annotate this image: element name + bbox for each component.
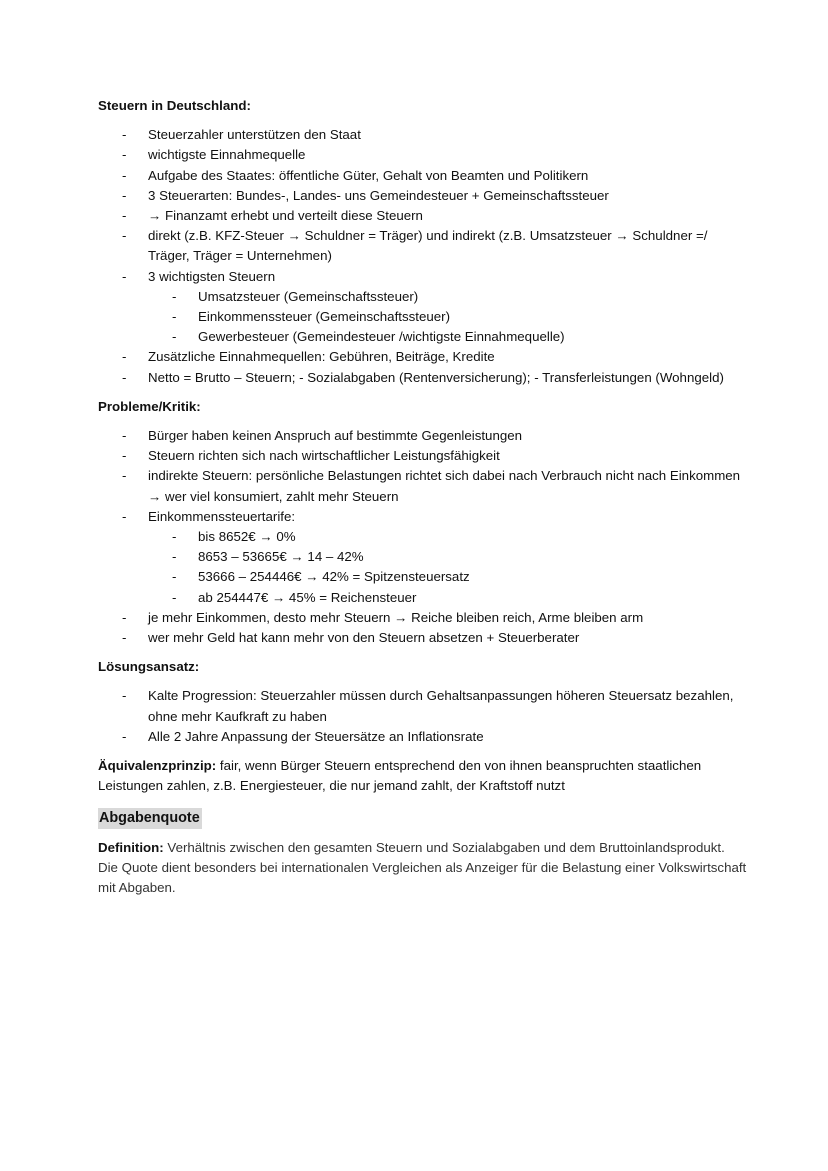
list-item: - → Finanzamt erhebt und verteilt diese Steuern [98, 206, 748, 226]
sublist-item: - 53666 – 254446€ → 42% = Spitzensteuersatz [148, 567, 748, 587]
sublist-item: - ab 254447€ → 45% = Reichensteuer [148, 588, 748, 608]
list-item: - Zusätzliche Einnahmequellen: Gebühren, Beiträge, Kredite [98, 347, 748, 367]
abgabenquote-heading: Abgabenquote [98, 808, 202, 829]
list-item: - Netto = Brutto – Steuern; - Sozialabgaben (Rentenversicherung); - Transferleistungen (Wohngeld) [98, 368, 748, 388]
steuern-list [98, 125, 748, 388]
sublist-item: - Einkommenssteuer (Gemeinschaftssteuer) [148, 307, 748, 327]
list-item-label: Einkommenssteuertarife: [148, 508, 296, 524]
list-item-label: 3 wichtigsten Steuern [148, 268, 276, 284]
definition-text: Verhältnis zwischen den gesamten Steuern und Sozialabgaben und dem Bruttoinlandsprodukt. Die Quote dient besonders bei internationalen Vergleichen als Anzeiger für die Belastung einer Volkswirtschaft mit Abgaben. [98, 839, 747, 896]
list-item: - Kalte Progression: Steuerzahler müssen durch Gehaltsanpassungen höheren Steuersatz bezahlen, ohne mehr Kaufkraft zu haben [98, 686, 748, 726]
probleme-list [98, 426, 748, 648]
list-item: - wichtigste Einnahmequelle [98, 145, 748, 165]
list-item: - direkt (z.B. KFZ-Steuer → Schuldner = Träger) und indirekt (z.B. Umsatzsteuer → Schuldner =/ Träger, Träger = Unternehmen) [98, 226, 748, 266]
loesungsansatz-list [98, 686, 748, 747]
list-item: - Aufgabe des Staates: öffentliche Güter, Gehalt von Beamten und Politikern [98, 166, 748, 186]
sublist-item: - 8653 – 53665€ → 14 – 42% [148, 547, 748, 567]
sublist-item: - Umsatzsteuer (Gemeinschaftssteuer) [148, 287, 748, 307]
wichtigste-steuern-sublist [148, 287, 748, 348]
list-item: - 3 Steuerarten: Bundes-, Landes- uns Gemeindesteuer + Gemeinschaftssteuer [98, 186, 748, 206]
aequivalenzprinzip-label: Äquivalenzprinzip: [98, 758, 217, 774]
sublist-item: - bis 8652€ → 0% [148, 527, 748, 547]
list-item-steuertarife [98, 507, 748, 608]
steuertarife-sublist [148, 527, 748, 608]
section-title-probleme: Probleme/Kritik: [98, 398, 201, 414]
aequivalenzprinzip-paragraph [98, 756, 748, 796]
abgabenquote-definition [98, 838, 748, 899]
list-item: - Steuerzahler unterstützen den Staat [98, 125, 748, 145]
list-item: - wer mehr Geld hat kann mehr von den Steuern absetzen + Steuerberater [98, 628, 748, 648]
list-item-wichtigste-steuern [98, 267, 748, 348]
sublist-item: - Gewerbesteuer (Gemeindesteuer /wichtigste Einnahmequelle) [148, 327, 748, 347]
definition-label: Definition: [98, 839, 164, 855]
section-title-loesungsansatz: Lösungsansatz: [98, 659, 200, 675]
list-item: - Alle 2 Jahre Anpassung der Steuersätze an Inflationsrate [98, 727, 748, 747]
list-item: - je mehr Einkommen, desto mehr Steuern → Reiche bleiben reich, Arme bleiben arm [98, 608, 748, 628]
list-item: - Bürger haben keinen Anspruch auf bestimmte Gegenleistungen [98, 426, 748, 446]
section-title-steuern: Steuern in Deutschland: [98, 98, 251, 113]
aequivalenzprinzip-text: fair, wenn Bürger Steuern entsprechend den von ihnen beanspruchten staatlichen Leistungen zahlen, z.B. Energiesteuer, die nur jemand zahlt, der Kraftstoff nutzt [98, 758, 702, 794]
list-item: - indirekte Steuern: persönliche Belastungen richtet sich dabei nach Verbrauch nicht nach Einkommen → wer viel konsumiert, zahlt mehr Steuern [98, 466, 748, 506]
list-item: - Steuern richten sich nach wirtschaftlicher Leistungsfähigkeit [98, 446, 748, 466]
document-page [98, 96, 748, 898]
